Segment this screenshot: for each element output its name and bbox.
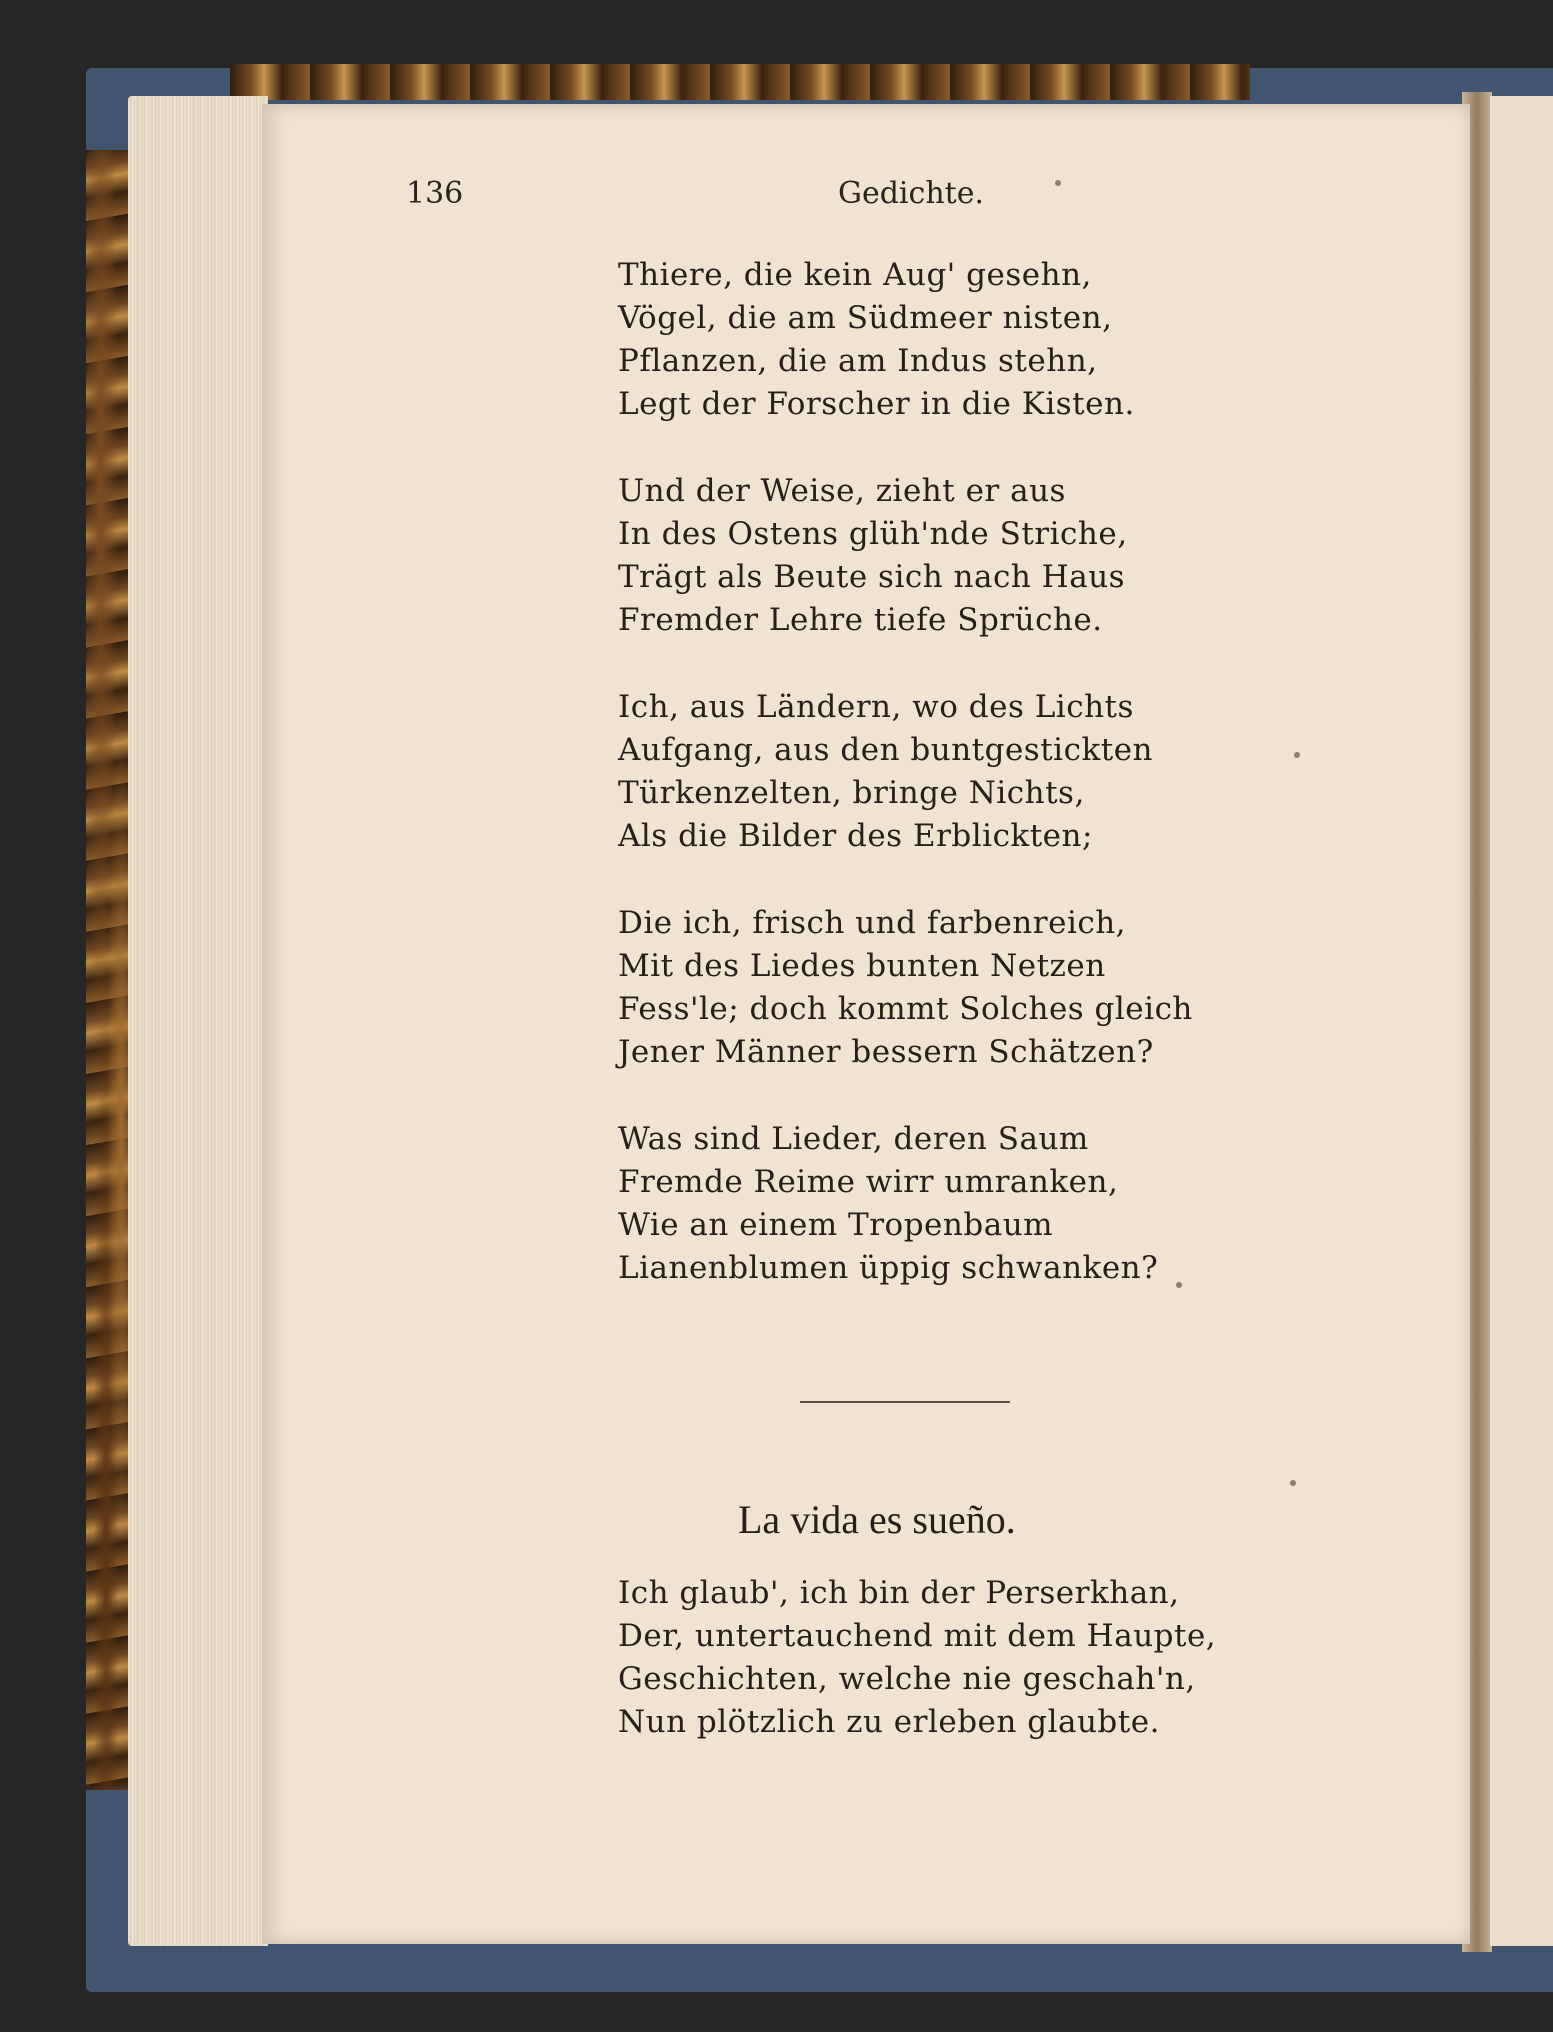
stanza: [618, 686, 1258, 858]
verse-line: Jener Männer bessern Schätzen?: [618, 1034, 1154, 1070]
verse-line: Als die Bilder des Erblickten;: [618, 818, 1093, 854]
verse-line: Wie an einem Tropenbaum: [618, 1207, 1054, 1243]
verse-line: In des Ostens glüh'nde Striche,: [618, 516, 1128, 552]
verse-line: Thiere, die kein Aug' gesehn,: [618, 257, 1092, 293]
stanza: [618, 470, 1258, 642]
paper-speck: [1294, 752, 1300, 758]
facing-page-edge: [1490, 96, 1553, 1946]
running-head: Gedichte.: [838, 176, 984, 211]
verse-line: Türkenzelten, bringe Nichts,: [618, 775, 1085, 811]
verse-line: Lianenblumen üppig schwanken?: [618, 1250, 1159, 1286]
verse-line: Und der Weise, zieht er aus: [618, 473, 1066, 509]
paper-speck: [1290, 1480, 1296, 1486]
verse-line: Geschichten, welche nie geschah'n,: [618, 1661, 1196, 1697]
stanza: [618, 902, 1258, 1074]
marbled-top-edge: [230, 64, 1250, 100]
verse-line: Was sind Lieder, deren Saum: [618, 1121, 1089, 1157]
page-header: [262, 176, 1470, 226]
verse-line: Fess'le; doch kommt Solches gleich: [618, 991, 1193, 1027]
poem-body: [618, 1572, 1318, 1744]
verse-line: Die ich, frisch und farbenreich,: [618, 905, 1127, 941]
verse-line: Mit des Liedes bunten Netzen: [618, 948, 1106, 984]
poem-body: [618, 254, 1258, 1334]
verse-line: Vögel, die am Südmeer nisten,: [618, 300, 1113, 336]
stanza: [618, 1118, 1258, 1290]
verse-line: Fremde Reime wirr umranken,: [618, 1164, 1119, 1200]
verse-line: Pflanzen, die am Indus stehn,: [618, 343, 1098, 379]
paper-speck: [1176, 1282, 1182, 1288]
verse-line: Ich, aus Ländern, wo des Lichts: [618, 689, 1134, 725]
verse-line: Nun plötzlich zu erleben glaubte.: [618, 1704, 1160, 1740]
page-edge-stack: [128, 96, 268, 1946]
section-divider: [800, 1401, 1010, 1403]
verse-line: Legt der Forscher in die Kisten.: [618, 386, 1135, 422]
verse-line: Ich glaub', ich bin der Perserkhan,: [618, 1575, 1180, 1611]
verse-line: Der, untertauchend mit dem Haupte,: [618, 1618, 1217, 1654]
verse-line: Fremder Lehre tiefe Sprüche.: [618, 602, 1103, 638]
paper-speck: [1055, 180, 1061, 186]
verse-line: Trägt als Beute sich nach Haus: [618, 559, 1126, 595]
poem-title: La vida es sueño.: [738, 1497, 1016, 1542]
stanza: [618, 254, 1258, 426]
verse-line: Aufgang, aus den buntgestickten: [618, 732, 1154, 768]
page-number: 136: [406, 176, 464, 211]
